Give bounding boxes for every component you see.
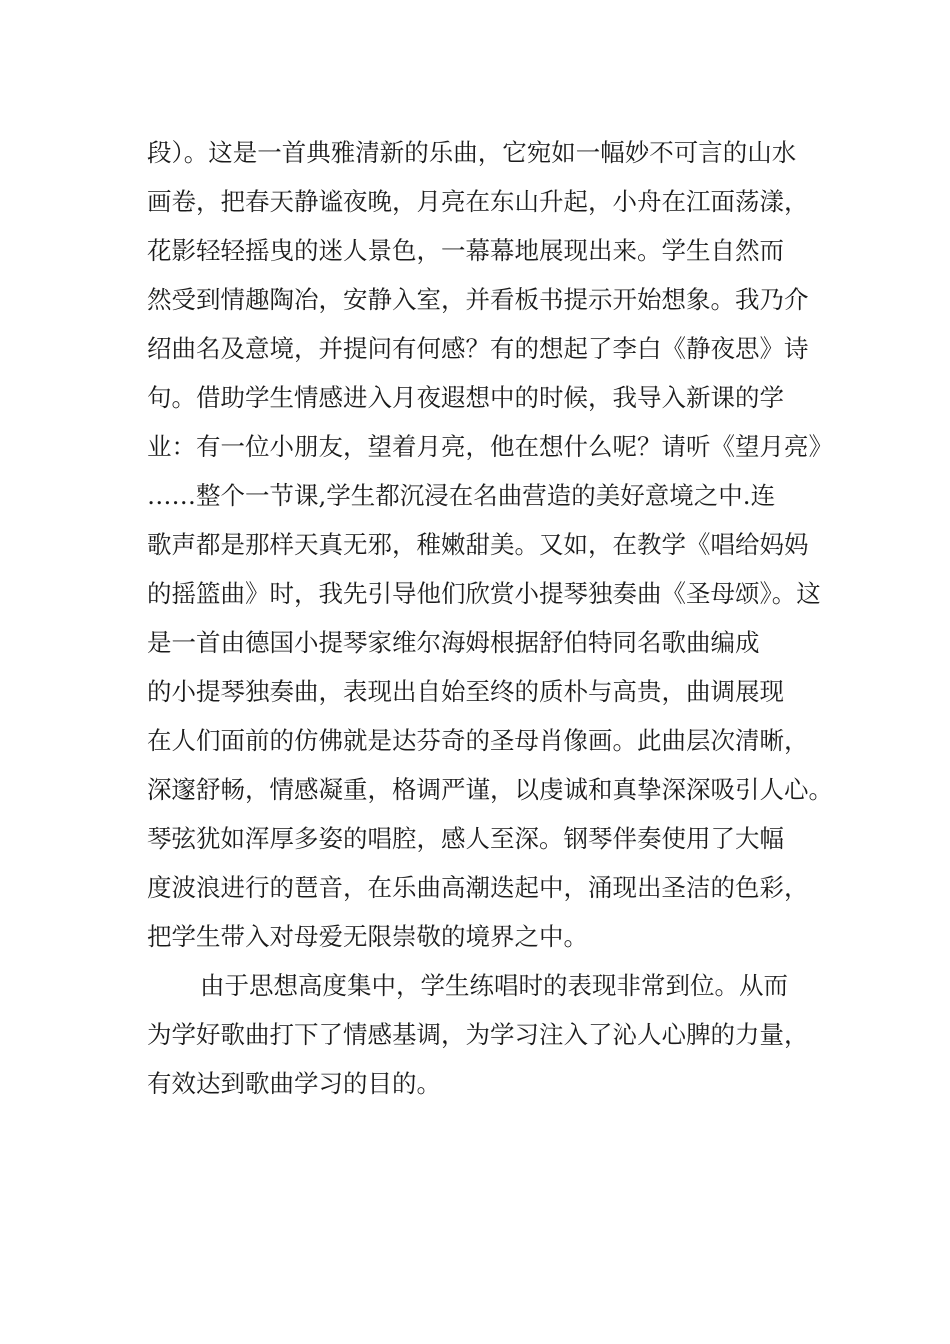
text-line: 绍曲名及意境，并提问有何感？有的想起了李白《静夜思》诗 (147, 334, 809, 363)
text-line: 度波浪进行的琶音，在乐曲高潮迭起中，涌现出圣洁的色彩， (147, 873, 809, 902)
text-line: 花影轻轻摇曳的迷人景色，一幕幕地展现出来。学生自然而 (147, 236, 784, 265)
text-line: 在人们面前的仿佛就是达芬奇的圣母肖像画。此曲层次清晰， (147, 726, 809, 755)
text-line: 的小提琴独奏曲，表现出自始至终的质朴与高贵，曲调展现 (147, 677, 784, 706)
text-line: 为学好歌曲打下了情感基调，为学习注入了沁人心脾的力量， (147, 1020, 809, 1049)
text-line: 画卷，把春天静谧夜晚，月亮在东山升起，小舟在江面荡漾， (147, 187, 809, 216)
text-line: 句。借助学生情感进入月夜遐想中的时候，我导入新课的学 (147, 383, 784, 412)
text-line: 有效达到歌曲学习的目的。 (147, 1069, 441, 1098)
body-text (147, 128, 833, 1108)
text-line: 业：有一位小朋友，望着月亮，他在想什么呢？请听《望月亮》 (147, 432, 833, 461)
text-line: 然受到情趣陶冶，安静入室，并看板书提示开始想象。我乃介 (147, 285, 809, 314)
text-line: ……整个一节课,学生都沉浸在名曲营造的美好意境之中.连 (147, 481, 776, 510)
text-line: 深邃舒畅，情感凝重，格调严谨，以虔诚和真挚深深吸引人心。 (147, 775, 833, 804)
text-line: 琴弦犹如浑厚多姿的唱腔，感人至深。钢琴伴奏使用了大幅 (147, 824, 784, 853)
text-line: 歌声都是那样天真无邪，稚嫩甜美。又如，在教学《唱给妈妈 (147, 530, 809, 559)
text-line: 段）。这是一首典雅清新的乐曲，它宛如一幅妙不可言的山水 (147, 138, 797, 167)
text-line: 把学生带入对母爱无限崇敬的境界之中。 (147, 922, 588, 951)
paragraph-first-line: 由于思想高度集中，学生练唱时的表现非常到位。从而 (200, 971, 788, 1000)
text-line: 的摇篮曲》时，我先引导他们欣赏小提琴独奏曲《圣母颂》。这 (147, 579, 821, 608)
text-line: 是一首由德国小提琴家维尔海姆根据舒伯特同名歌曲编成 (147, 628, 760, 657)
